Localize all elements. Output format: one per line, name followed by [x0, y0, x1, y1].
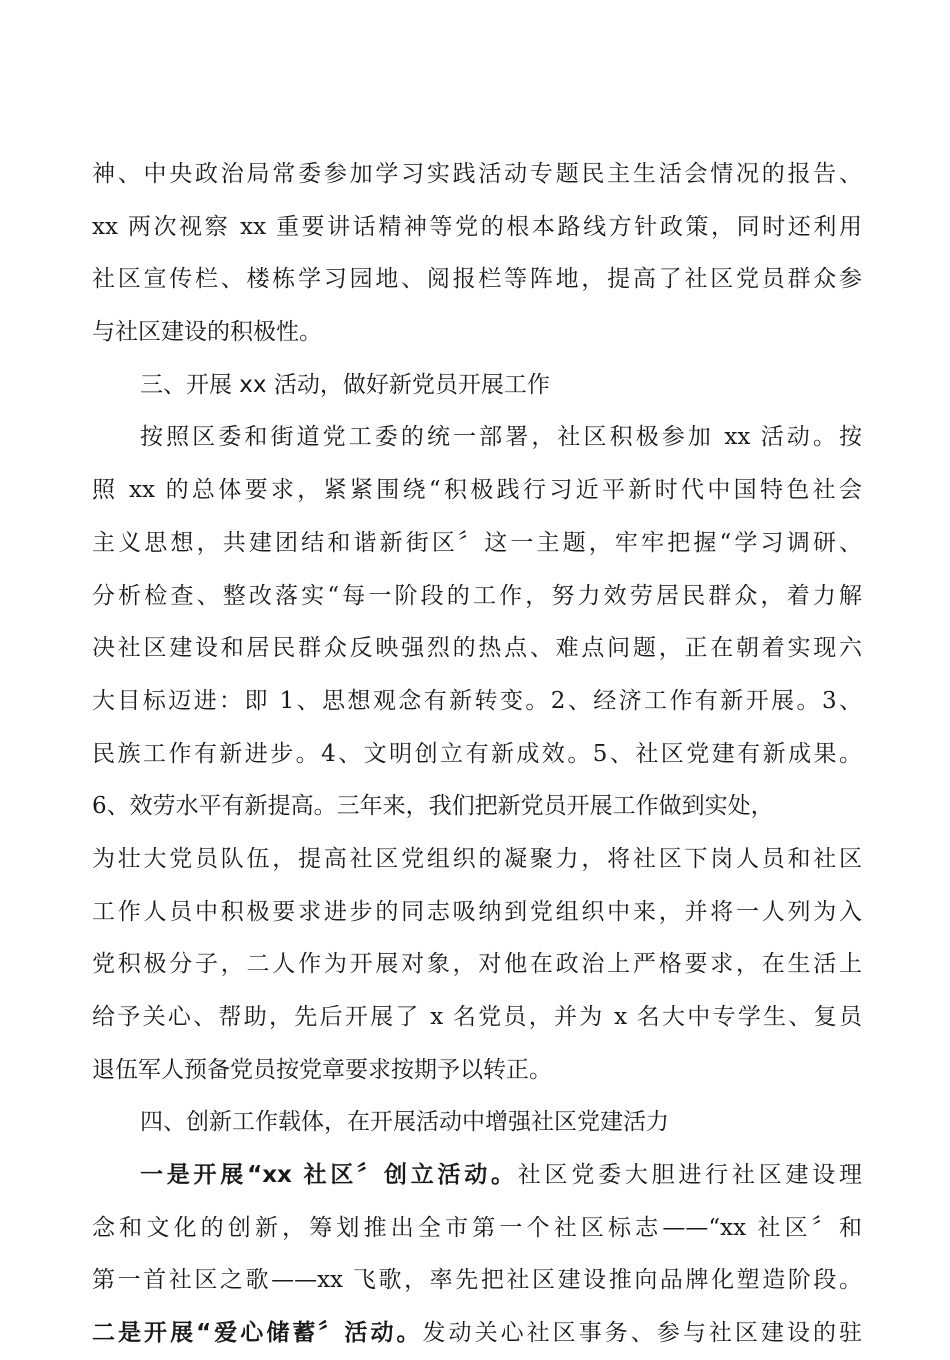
section-heading-3: 三、开展 xx 活动，做好新党员开展工作	[140, 371, 550, 398]
text-line: 大目标迈进：即 1、思想观念有新转变。2、经济工作有新开展。3、	[92, 687, 862, 714]
text-line: xx 两次视察 xx 重要讲话精神等党的根本路线方针政策，同时还利用	[92, 213, 862, 240]
text-line: 党积极分子，二人作为开展对象，对他在政治上严格要求，在生活上	[92, 951, 862, 978]
text-line: 为壮大党员队伍，提高社区党组织的凝聚力，将社区下岗人员和社区	[92, 845, 862, 872]
text-line: 6、效劳水平有新提高。三年来，我们把新党员开展工作做到实处，	[92, 793, 774, 820]
text-line: 主义思想，共建团结和谐新街区〞这一主题，牢牢把握“学习调研、	[92, 529, 862, 556]
item-2-rest: 发动关心社区事务、参与社区建设的驻	[422, 1320, 862, 1347]
item-1-rest: 社区党委大胆进行社区建设理	[517, 1162, 862, 1189]
section-heading-4: 四、创新工作载体，在开展活动中增强社区党建活力	[140, 1109, 669, 1136]
text-line: 念和文化的创新，筹划推出全市第一个社区标志——“xx 社区〞和	[92, 1214, 862, 1241]
document-page	[92, 148, 862, 1360]
text-line: 与社区建设的积极性。	[92, 319, 322, 346]
text-line: 民族工作有新进步。4、文明创立有新成效。5、社区党建有新成果。	[92, 740, 862, 767]
item-1	[92, 1149, 862, 1307]
text-line: 决社区建设和居民群众反映强烈的热点、难点问题，正在朝着实现六	[92, 635, 862, 662]
text-line: 分析检查、整改落实“每一阶段的工作，努力效劳居民群众，着力解	[92, 582, 862, 609]
item-2-first-line	[92, 1307, 862, 1360]
text-line: 退伍军人预备党员按党章要求按期予以转正。	[92, 1056, 552, 1083]
item-1-first-line	[92, 1149, 862, 1202]
paragraph-2	[92, 411, 862, 1096]
text-line: 工作人员中积极要求进步的同志吸纳到党组织中来，并将一人列为入	[92, 898, 862, 925]
text-line: 按照区委和街道党工委的统一部署，社区积极参加 xx 活动。按	[140, 424, 862, 451]
text-line: 神、中央政治局常委参加学习实践活动专题民主生活会情况的报告、	[92, 161, 862, 187]
text-line: 照 xx 的总体要求，紧紧围绕“积极践行习近平新时代中国特色社会	[92, 477, 862, 504]
item-2-lead: 二是开展“爱心储蓄〞活动。	[92, 1320, 423, 1347]
item-2	[92, 1307, 862, 1360]
text-line: 给予关心、帮助，先后开展了 x 名党员，并为 x 名大中专学生、复员	[92, 1004, 862, 1030]
text-line: 第一首社区之歌——xx 飞歌，率先把社区建设推向品牌化塑造阶段。	[92, 1267, 862, 1294]
paragraph-1	[92, 148, 862, 359]
text-line: 社区宣传栏、楼栋学习园地、阅报栏等阵地，提高了社区党员群众参	[92, 266, 862, 293]
item-1-lead: 一是开展“xx 社区〞创立活动。	[140, 1162, 518, 1189]
